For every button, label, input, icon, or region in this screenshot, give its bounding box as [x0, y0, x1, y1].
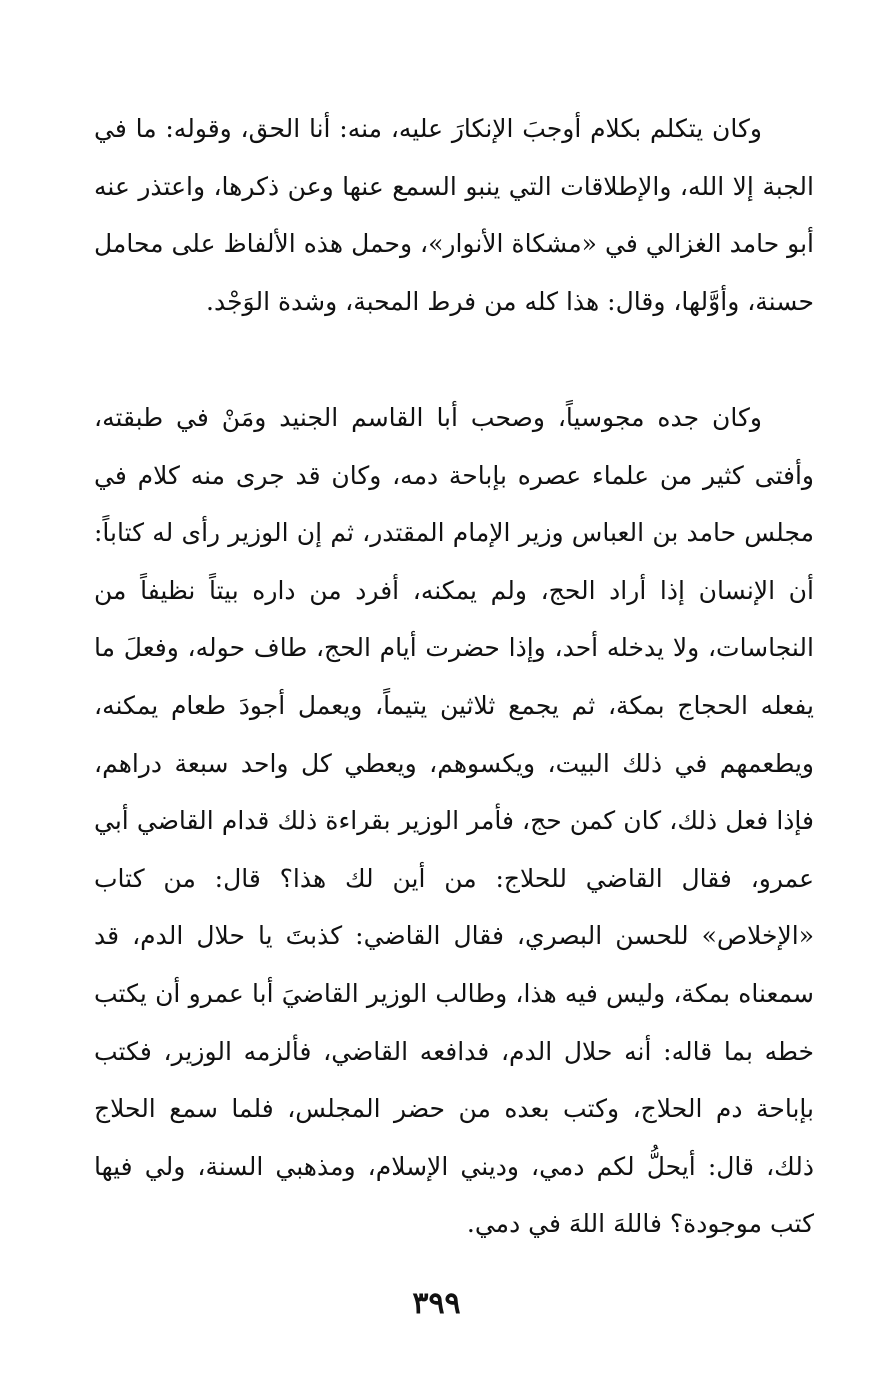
paragraph-1: [94, 100, 814, 330]
page-number: ٣٩٩: [412, 1286, 461, 1321]
paragraph-2-text: وكان جده مجوسياً، وصحب أبا القاسم الجنيد ومَنْ في طبقته، وأفتى كثير من علماء عصره بإباحة دمه، وكان قد جرى منه كلام في مجلس حامد بن العباس وزير الإمام المقتدر، ثم إن الوزير رأى له كتاباً: أن الإنسان إذا أراد الحج، ولم يمكنه، أفرد من داره بيتاً نظيفاً من النجاسات، ولا يدخله أحد، وإذا حضرت أيام الحج، طاف حوله، وفعلَ ما يفعله الحجاج بمكة، ثم يجمع ثلاثين يتيماً، ويعمل أجودَ طعام يمكنه، ويطعمهم في ذلك البيت، ويكسوهم، ويعطي كل واحد سبعة دراهم، فإذا فعل ذلك، كان كمن حج، فأمر الوزير بقراءة ذلك قدام القاضي أبي عمرو، فقال القاضي للحلاج: من أين لك هذا؟ قال: من كتاب «الإخلاص» للحسن البصري، فقال القاضي: كذبتَ يا حلال الدم، قد سمعناه بمكة، وليس فيه هذا، وطالب الوزير القاضيَ أبا عمرو أن يكتب خطه بما قاله: أنه حلال الدم، فدافعه القاضي، فألزمه الوزير، فكتب بإباحة دم الحلاج، وكتب بعده من حضر المجلس، فلما سمع الحلاج ذلك، قال: أيحلُّ لكم دمي، وديني الإسلام، ومذهبي السنة، ولي فيها كتب موجودة؟ فاللهَ اللهَ في دمي.: [94, 403, 814, 1239]
paragraph-2: [94, 389, 814, 1253]
paragraph-1-text: وكان يتكلم بكلام أوجبَ الإنكارَ عليه، منه: أنا الحق، وقوله: ما في الجبة إلا الله، والإطلاقات التي ينبو السمع عنها وعن ذكرها، واعتذر عنه أبو حامد الغزالي في «مشكاة الأنوار»، وحمل هذه الألفاظ على محامل حسنة، وأوَّلها، وقال: هذا كله من فرط المحبة، وشدة الوَجْد.: [94, 114, 814, 316]
